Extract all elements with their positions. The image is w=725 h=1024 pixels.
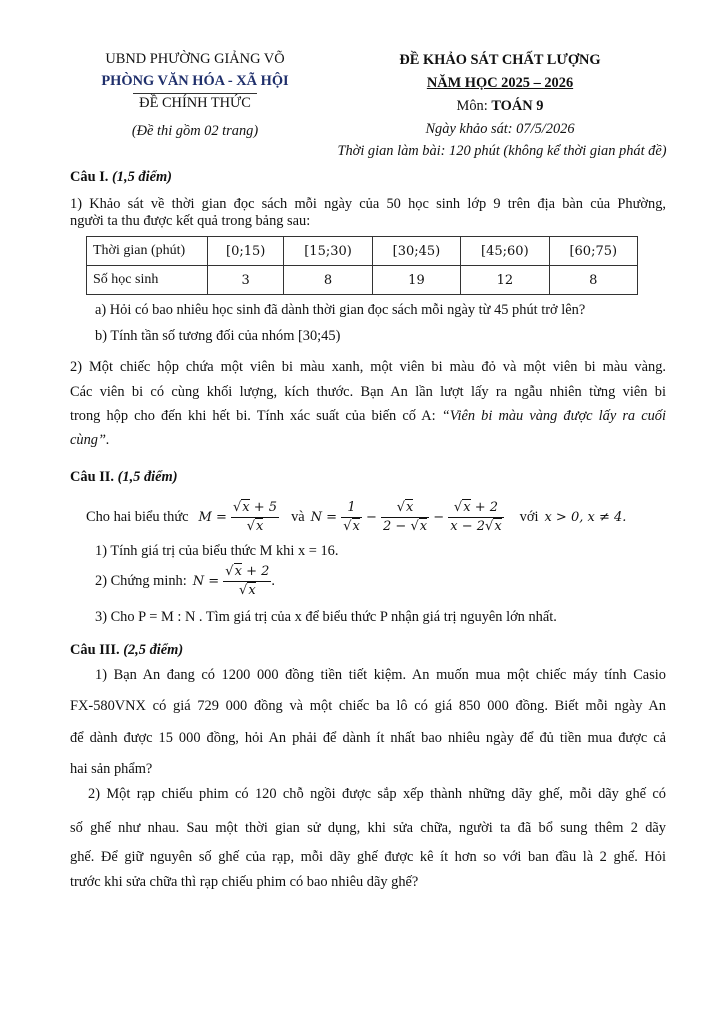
school-year <box>325 72 675 94</box>
table-cell: [30;45) <box>372 237 460 266</box>
q3-p1-line4: hai sản phẩm? <box>70 761 153 777</box>
table-cell: 3 <box>208 266 284 295</box>
q1-p2-line3-text: trong hộp cho đến khi hết bi. Tính xác suất của biến cố A: <box>70 408 442 424</box>
q2-s1: 1) Tính giá trị của biểu thức M khi x = 16. <box>95 543 339 559</box>
fraction-N1: $\frac{1}{√x}$ <box>343 499 360 534</box>
q3-heading <box>70 640 666 660</box>
exam-date: Ngày khảo sát: 07/5/2026 <box>425 121 575 137</box>
q1-p2-line3 <box>70 406 666 426</box>
table-cell: 8 <box>549 266 637 295</box>
authority-name: UBND PHƯỜNG GIẢNG VÕ <box>105 51 285 67</box>
school-year-text: NĂM HỌC 2025 – 2026 <box>426 75 574 91</box>
fraction-M: $\frac{√x + 5}{√x}$ <box>233 499 278 534</box>
q1-title: Câu I. <box>70 169 112 185</box>
table-row <box>87 237 638 266</box>
q1-heading <box>70 167 666 187</box>
math-N-eq: N = <box>310 509 342 525</box>
q3-p2-line1: 2) Một rạp chiếu phim có 120 chỗ ngồi được sắp xếp thành những dãy ghế, mỗi dãy ghế có <box>88 786 666 802</box>
math-N-eq-2: N = <box>192 573 224 589</box>
q2-s2: 2) Chứng minh: <box>95 572 187 589</box>
q3-p1-line2: FX-580VNX có giá 729 000 đồng và một chiếc ba lô có giá 850 000 đồng. Biết mỗi ngày An <box>70 698 666 714</box>
q2-expressions: Cho hai biểu thức M = $\frac{√x + 5}{√x}$ và N = $\frac{1}{√x}$ − $\frac{√x}{2 - √x}$ − $\frac{√x + 2}{x - 2√x}$ với x > 0, x ≠ 4. <box>86 499 627 534</box>
table-cell: [0;15) <box>208 237 284 266</box>
reading-time-table <box>86 236 638 295</box>
subject-name: TOÁN 9 <box>491 98 544 114</box>
q2-s3: 3) Cho P = M : N . Tìm giá trị của x để biểu thức P nhận giá trị nguyên lớn nhất. <box>95 609 557 625</box>
exam-duration: Thời gian làm bài: 120 phút (không kể thời gian phát đề) <box>337 143 667 159</box>
q3-p2-line3: ghế. Để giữ nguyên số ghế của rạp, mỗi dãy ghế được kê ít hơn so với ban đầu là 2 ghế. Hỏi <box>70 849 666 865</box>
table-row <box>87 266 638 295</box>
page-count-note: (Đề thi gồm 02 trang) <box>131 123 259 139</box>
q1-p1-line2: người ta thu được kết quả trong bảng sau: <box>70 213 311 229</box>
row-label-students: Số học sinh <box>87 266 208 295</box>
q2-and: và <box>291 508 305 525</box>
department-name: PHÒNG VĂN HÓA - XÃ HỘI <box>101 73 289 89</box>
table-cell: [45;60) <box>461 237 549 266</box>
q1-points: (1,5 điểm) <box>112 169 172 185</box>
q1-b: b) Tính tần số tương đối của nhóm [30;45) <box>95 328 341 344</box>
header-right <box>325 48 675 162</box>
row-label-time: Thời gian (phút) <box>87 237 208 266</box>
table-cell: 19 <box>372 266 460 295</box>
q3-p2-line2: số ghế như nhau. Sau một thời gian sử dụng, khi sửa chữa, người ta đã bổ sung thêm 2 dãy <box>70 820 666 836</box>
q2-title: Câu II. <box>70 469 118 485</box>
fraction-N3: $\frac{√x + 2}{x - 2√x}$ <box>450 499 502 534</box>
fraction-N-result: $\frac{√x + 2}{√x}$ <box>225 563 270 598</box>
table-cell: 8 <box>284 266 372 295</box>
q3-points: (2,5 điểm) <box>123 642 184 658</box>
table-cell: [60;75) <box>549 237 637 266</box>
q2-heading <box>70 467 666 487</box>
q1-event-quote: “Viên bi màu vàng được lấy ra cuối <box>441 408 667 424</box>
subject-line <box>325 94 675 118</box>
q3-p2-line4: trước khi sửa chữa thì rạp chiếu phim có bao nhiêu dãy ghế? <box>70 874 419 890</box>
q2-points: (1,5 điểm) <box>117 469 178 485</box>
table-cell: 12 <box>461 266 549 295</box>
q1-p2-line1: 2) Một chiếc hộp chứa một viên bi màu xanh, một viên bi màu đỏ và một viên bi màu vàng. <box>70 359 666 375</box>
q2-s2-line: 2) Chứng minh: N = $\frac{√x + 2}{√x}$ . <box>95 563 275 598</box>
q1-p2-line2: Các viên bi có cùng khối lượng, kích thước. Bạn An lần lượt lấy ra ngẫu nhiên từng viên bi <box>70 384 666 400</box>
q1-p2-line4: cùng”. <box>70 432 110 448</box>
exam-title: ĐỀ KHẢO SÁT CHẤT LƯỢNG <box>399 52 601 68</box>
q2-intro: Cho hai biểu thức <box>86 508 189 525</box>
q2-condition: x > 0, x ≠ 4. <box>544 509 627 525</box>
official-label <box>70 92 320 114</box>
q1-a: a) Hỏi có bao nhiêu học sinh đã dành thời gian đọc sách mỗi ngày từ 45 phút trở lên? <box>95 302 586 318</box>
q2-with: với <box>519 508 539 525</box>
q3-title: Câu III. <box>70 642 124 658</box>
math-M-eq: M = <box>198 509 231 525</box>
subject-label: Môn: <box>456 98 492 114</box>
q1-p1-line1: 1) Khảo sát về thời gian đọc sách mỗi ngày của 50 học sinh lớp 9 trên địa bàn của Phường, <box>70 196 666 212</box>
q3-p1-line3: để dành được 15 000 đồng, hỏi An phải để dành ít nhất bao nhiêu ngày để đủ tiền mua được cả <box>70 730 666 746</box>
table-cell: [15;30) <box>284 237 372 266</box>
q3-p1-line1: 1) Bạn An đang có 1200 000 đồng tiền tiết kiệm. An muốn mua một chiếc máy tính Casio <box>95 667 666 683</box>
fraction-N2: $\frac{√x}{2 - √x}$ <box>383 499 428 534</box>
official-text: ĐỀ CHÍNH THỨC <box>133 93 257 111</box>
header-left <box>70 48 320 142</box>
